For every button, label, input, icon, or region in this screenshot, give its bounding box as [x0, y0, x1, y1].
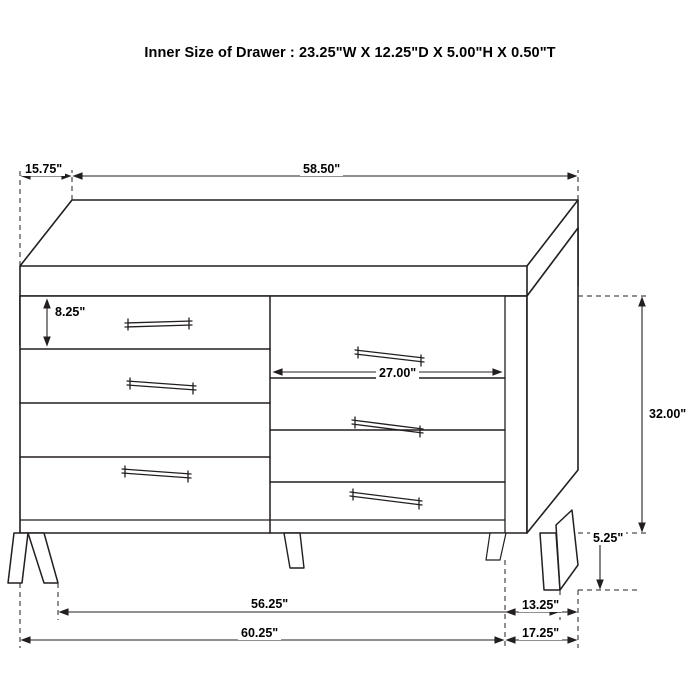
dresser-outline	[8, 200, 578, 590]
dimension-base-width: 56.25"	[248, 597, 291, 611]
dimension-total-height: 32.00"	[646, 407, 689, 421]
dimension-overall-width: 60.25"	[238, 626, 281, 640]
dimension-leg-height: 5.25"	[590, 531, 626, 545]
dimension-drawer-width: 27.00"	[376, 366, 419, 380]
dimension-overall-depth: 17.25"	[519, 626, 562, 640]
dimension-base-depth: 13.25"	[519, 598, 562, 612]
dimension-depth-top: 15.75"	[22, 162, 65, 176]
dimension-drawer-height: 8.25"	[52, 305, 88, 319]
page-title: Inner Size of Drawer : 23.25"W X 12.25"D X 5.00"H X 0.50"T	[144, 45, 556, 61]
dimension-width-top: 58.50"	[300, 162, 343, 176]
